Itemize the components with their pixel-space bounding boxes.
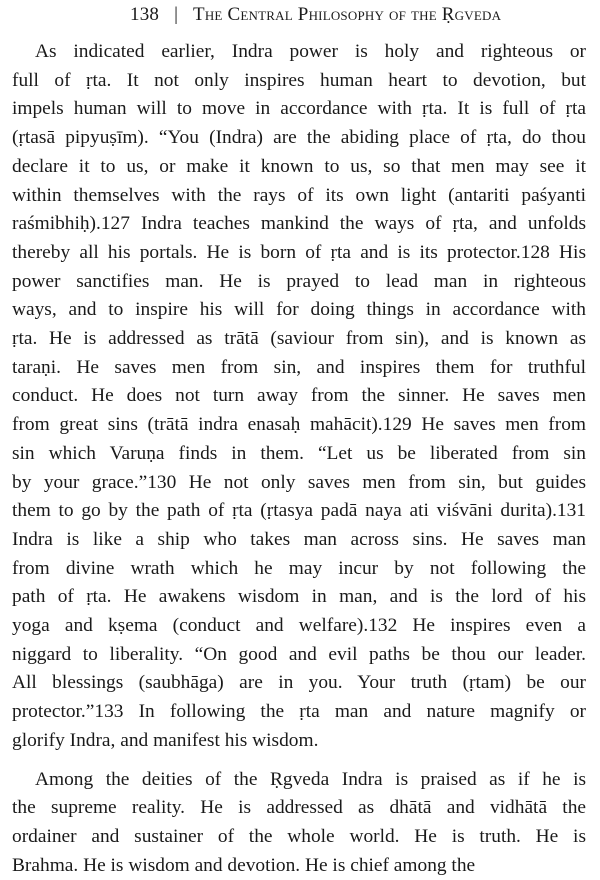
text-line: raśmibhiḥ).127 Indra teaches mankind the ways of ṛta, and unfolds bbox=[12, 213, 586, 235]
text-line: (ṛtasā pipyuṣīm). “You (Indra) are the abiding place of ṛta, do thou bbox=[12, 127, 586, 149]
text-line: Among the deities of the Ṛgveda Indra is praised as if he is bbox=[35, 768, 586, 790]
running-header bbox=[12, 0, 586, 30]
text-line: protector.”133 In following the ṛta man and nature magnify or bbox=[12, 701, 586, 723]
text-line: thereby all his portals. He is born of ṛta and is its protector.128 His bbox=[12, 241, 586, 263]
text-line: power sanctifies man. He is prayed to lead man in righteous bbox=[12, 270, 586, 292]
text-line: impels human will to move in accordance with ṛta. It is full of ṛta bbox=[12, 98, 586, 120]
text-line: glorify Indra, and manifest his wisdom. bbox=[12, 729, 319, 751]
paragraph-indra-rta bbox=[12, 38, 586, 756]
text-line: from great sins (trātā indra enasaḥ mahācit).129 He saves men from bbox=[12, 414, 586, 436]
text-line: within themselves with the rays of its own light (antariti paśyanti bbox=[12, 184, 586, 206]
paragraph-supreme-reality bbox=[12, 766, 586, 880]
text-line: from divine wrath which he may incur by not following the bbox=[12, 557, 586, 579]
text-line: by your grace.”130 He not only saves men from sin, but guides bbox=[12, 471, 586, 493]
text-line: them to go by the path of ṛta (ṛtasya padā naya ati viśvāni durita).131 bbox=[12, 500, 586, 522]
text-line: All blessings (saubhāga) are in you. Your truth (ṛtam) be our bbox=[12, 672, 586, 694]
text-line: Brahma. He is wisdom and devotion. He is chief among the bbox=[12, 854, 476, 876]
text-line: full of ṛta. It not only inspires human heart to devotion, but bbox=[12, 69, 586, 91]
header-separator: | bbox=[174, 4, 179, 25]
text-line: niggard to liberality. “On good and evil paths be thou our leader. bbox=[12, 643, 586, 665]
text-line: path of ṛta. He awakens wisdom in man, and is the lord of his bbox=[12, 586, 586, 608]
text-line: ordainer and sustainer of the whole world. He is truth. He is bbox=[12, 825, 586, 847]
page-body bbox=[12, 30, 586, 880]
text-line: ṛta. He is addressed as trātā (saviour from sin), and is known as bbox=[12, 328, 586, 350]
text-line: As indicated earlier, Indra power is holy and righteous or bbox=[35, 41, 586, 62]
text-line: the supreme reality. He is addressed as dhātā and vidhātā the bbox=[12, 797, 586, 819]
running-title: The Central Philosophy of the Ṛgveda bbox=[193, 4, 502, 25]
text-line: sin which Varuṇa finds in them. “Let us be liberated from sin bbox=[12, 442, 586, 464]
text-line: yoga and kṣema (conduct and welfare).132 He inspires even a bbox=[12, 615, 586, 637]
text-line: conduct. He does not turn away from the sinner. He saves men bbox=[12, 385, 586, 407]
text-line: taraṇi. He saves men from sin, and inspires them for truthful bbox=[12, 356, 586, 378]
text-line: declare it to us, or make it known to us, so that men may see it bbox=[12, 155, 586, 177]
text-line: Indra is like a ship who takes man across sins. He saves man bbox=[12, 528, 586, 550]
page-number: 138 bbox=[130, 4, 160, 25]
text-line: ways, and to inspire his will for doing things in accordance with bbox=[12, 299, 586, 321]
